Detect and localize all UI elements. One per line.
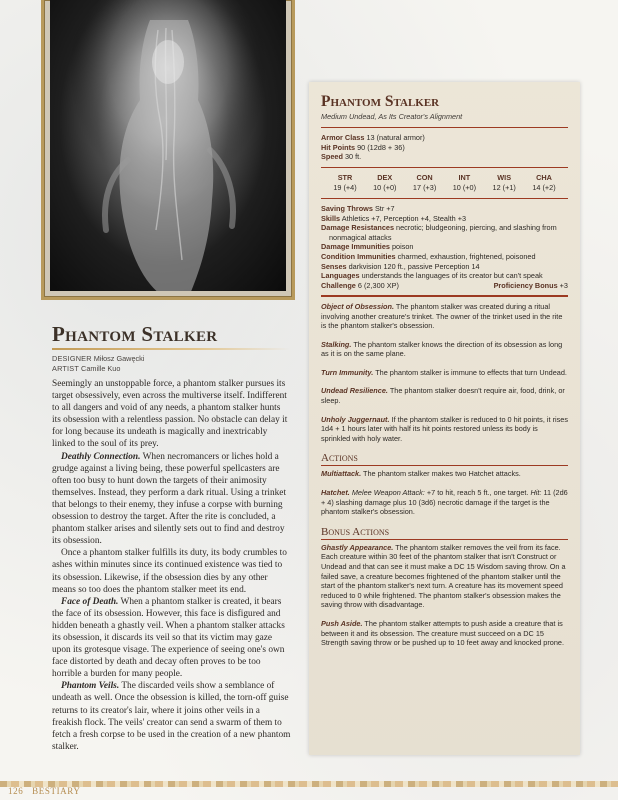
trait-turn-immunity [321, 368, 568, 378]
divider [321, 198, 568, 200]
speed [321, 152, 568, 162]
action-name: Hatchet. [321, 488, 350, 498]
phantom-stalker-illustration [50, 0, 286, 291]
action-multiattack [321, 469, 568, 479]
label: Skills [321, 213, 341, 223]
action-name: Multiattack. [321, 469, 362, 479]
page-number: 126 [8, 786, 24, 796]
trait-unholy-juggernaut [321, 415, 568, 444]
ability-value: 10 (+0) [452, 182, 477, 192]
ability-key: DEX [377, 173, 393, 183]
value: 30 ft. [344, 152, 362, 162]
lore-heading: Deathly Connection. [61, 451, 141, 462]
action-name: Push Aside. [321, 618, 363, 628]
hit-label: Hit: [530, 488, 542, 498]
ability-key: CON [416, 173, 433, 183]
footer-ornament [0, 781, 618, 787]
ability-wis [486, 173, 522, 192]
value: charmed, exhaustion, frightened, poisoned [397, 252, 536, 262]
lore-paragraph [52, 451, 291, 548]
lore-body: When a phantom stalker is created, it bears the face of its obsession. However, this face is disfigured and hidden beneath a ghastly veil. When a phantom stalker attacks its obsession, it discards its veil so that its victim may gaze upon its grotesque visage. The experience of seeing one's own face distorted by death and decay often proves to be too horrible a burden for many people. [52, 596, 285, 680]
ability-scores [321, 173, 568, 192]
section-name: BESTIARY [32, 786, 81, 796]
lore-heading: Phantom Veils. [61, 681, 120, 692]
trait-text: The phantom stalker knows the direction of its obsession as long as it is on the same plane. [321, 339, 563, 359]
ability-cha [526, 173, 562, 192]
label: Damage Immunities [321, 242, 390, 252]
label: Condition Immunities [321, 252, 396, 262]
artist-role: ARTIST [52, 364, 80, 373]
statblock-type: Medium Undead, As Its Creator's Alignment [321, 112, 463, 121]
action-text: The phantom stalker removes the veil from its face. Each creature within 30 feet of the phantom stalker that isn't Construct or Undead and that can see it must make a DC 15 Wisdom saving throw. On a failed save, a creature becomes frightened of the phantom stalker until the start of the phantom stalker's next turn. A creature has its movement speed reduced to 0 while frightened. The phantom stalker's obsession makes the saving throw with disadvantage. [321, 542, 566, 610]
phantom-figure-art [50, 0, 286, 291]
trait-object-of-obsession [321, 302, 568, 331]
ability-key: INT [458, 173, 471, 183]
action-text: 11 (2d6 + 4) slashing damage plus 10 (3d6) necrotic damage if the target is the phantom stalker's obsession. [321, 488, 568, 517]
actions-heading: Actions [321, 452, 568, 466]
ability-value: 12 (+1) [492, 182, 516, 192]
trait-undead-resilience [321, 386, 568, 405]
proficiency-bonus [494, 281, 568, 291]
title-rule [52, 348, 290, 350]
senses [321, 262, 568, 272]
bonus-actions-heading: Bonus Actions [321, 526, 568, 540]
artist-name: Camille Kuo [81, 364, 121, 373]
ability-value: 14 (+2) [532, 182, 556, 192]
lore-body: The discarded veils show a semblance of undeath as well. Once the obsession is killed, the torn-off guise returns to its creator's lair, where it joins other veils in a freakish flock. The veils' creator can send a swarm of them to fetch a fresh corpse to be used in the creation of a new phantom stalker. [52, 681, 291, 752]
value: Str +7 [374, 204, 395, 214]
bonus-push-aside [321, 619, 568, 648]
trait-stalking [321, 340, 568, 359]
armor-class [321, 133, 568, 143]
trait-name: Object of Obsession. [321, 301, 394, 311]
saving-throws [321, 204, 568, 214]
divider [321, 167, 568, 169]
credits [52, 354, 144, 374]
label: Proficiency Bonus [493, 280, 558, 290]
action-name: Ghastly Appearance. [321, 542, 394, 552]
value: 13 (natural armor) [366, 133, 425, 143]
trait-text: The phantom stalker doesn't require air, food, drink, or sleep. [321, 386, 565, 406]
lore-paragraph [52, 596, 291, 681]
divider [321, 295, 568, 297]
trait-text: The phantom stalker was created during a ritual involving another creature's trinket. The owner of the trinket used in the rite is the phantom stalker's obsession. [321, 301, 563, 331]
condition-immunities [321, 252, 568, 262]
action-text: The phantom stalker makes two Hatchet attacks. [361, 469, 521, 479]
label: Speed [321, 152, 343, 162]
lore-text [52, 378, 291, 753]
trait-name: Undead Resilience. [321, 386, 388, 396]
skills [321, 214, 568, 224]
hit-points [321, 143, 568, 153]
value: 90 (12d8 + 36) [357, 142, 405, 152]
value: Athletics +7, Perception +4, Stealth +3 [341, 213, 467, 223]
monster-title: Phantom Stalker [52, 322, 218, 346]
damage-resistances [321, 223, 568, 242]
lore-body: When necromancers or liches hold a grudge against a living being, these powerful spellcasters are often too busy to hunt down the targets of their animosity themselves. Instead, they perform a dark ritual. Using a trinket that belongs to their enemy, they infuse a corpse with burning obsession to destroy the target. After the rite is concluded, a phantom stalker arises and silently sets out to find and destroy its obsession. [52, 451, 287, 547]
stat-block [309, 82, 580, 755]
label: Armor Class [321, 133, 365, 143]
ability-int [446, 173, 482, 192]
value: +3 [559, 280, 568, 290]
label: Senses [321, 261, 347, 271]
challenge-row [321, 281, 568, 291]
action-hatchet [321, 488, 568, 517]
trait-text: If the phantom stalker is reduced to 0 hit points, it rises 1d4 + 1 hours later with half its hit points restored unless its body is sprinkled with holy water. [321, 414, 568, 443]
ability-key: CHA [536, 173, 552, 183]
illustration-frame [41, 0, 295, 300]
challenge [321, 281, 399, 291]
statblock-name: Phantom Stalker [321, 93, 440, 110]
label: Challenge [321, 280, 356, 290]
value: darkvision 120 ft., passive Perception 14 [348, 261, 480, 271]
ability-dex [367, 173, 403, 192]
lore-paragraph: Once a phantom stalker fulfills its duty, its body crumbles to ashes within minutes since its continued existence was tied to its obsession. Likewise, if the obsession dies by any other means so too does the phantom stalker meet its end. [52, 548, 287, 595]
trait-name: Turn Immunity. [321, 367, 374, 377]
designer-name: Miłosz Gawęcki [93, 354, 145, 363]
value: understands the languages of its creator but can't speak [361, 271, 543, 281]
trait-text: The phantom stalker is immune to effects that turn Undead. [373, 367, 567, 377]
bonus-ghastly-appearance [321, 543, 568, 610]
lore-paragraph: Seemingly an unstoppable force, a phantom stalker pursues its target obsessively, even across the multiverse itself. Indifferent to all dangers and void of any needs, a phantom stalker hunts its obsession with a relentless passion. No obstacle can delay it for long because its undeath is magically and inextricably linked to the soul of its prey. [52, 379, 288, 450]
designer-role: DESIGNER [52, 354, 92, 363]
ability-str [327, 173, 363, 192]
label: Damage Resistances [321, 223, 395, 233]
label: Hit Points [321, 142, 356, 152]
lore-paragraph [52, 680, 291, 753]
trait-name: Stalking. [321, 339, 352, 349]
value: poison [391, 242, 414, 252]
ability-value: 10 (+0) [373, 182, 397, 192]
damage-immunities [321, 242, 568, 252]
action-text: +7 to hit, reach 5 ft., one target. [424, 488, 531, 498]
label: Languages [321, 271, 360, 281]
label: Saving Throws [321, 204, 373, 214]
ability-key: STR [337, 173, 353, 183]
divider [321, 127, 568, 129]
page-footer [8, 786, 80, 796]
value: necrotic; bludgeoning, piercing, and slashing from nonmagical attacks [329, 223, 557, 242]
ability-value: 19 (+4) [333, 182, 357, 192]
trait-name: Unholy Juggernaut. [321, 414, 390, 424]
languages [321, 271, 568, 281]
ability-value: 17 (+3) [412, 182, 437, 192]
lore-heading: Face of Death. [61, 596, 119, 607]
value: 6 (2,300 XP) [357, 280, 399, 290]
action-text: The phantom stalker attempts to push aside a creature that is between it and its obsession. The creature must succeed on a DC 15 Strength saving throw or be pushed up to 10 feet away and knocked prone. [321, 618, 564, 648]
ability-key: WIS [497, 173, 512, 183]
ability-con [407, 173, 443, 192]
attack-type: Melee Weapon Attack: [349, 488, 425, 498]
